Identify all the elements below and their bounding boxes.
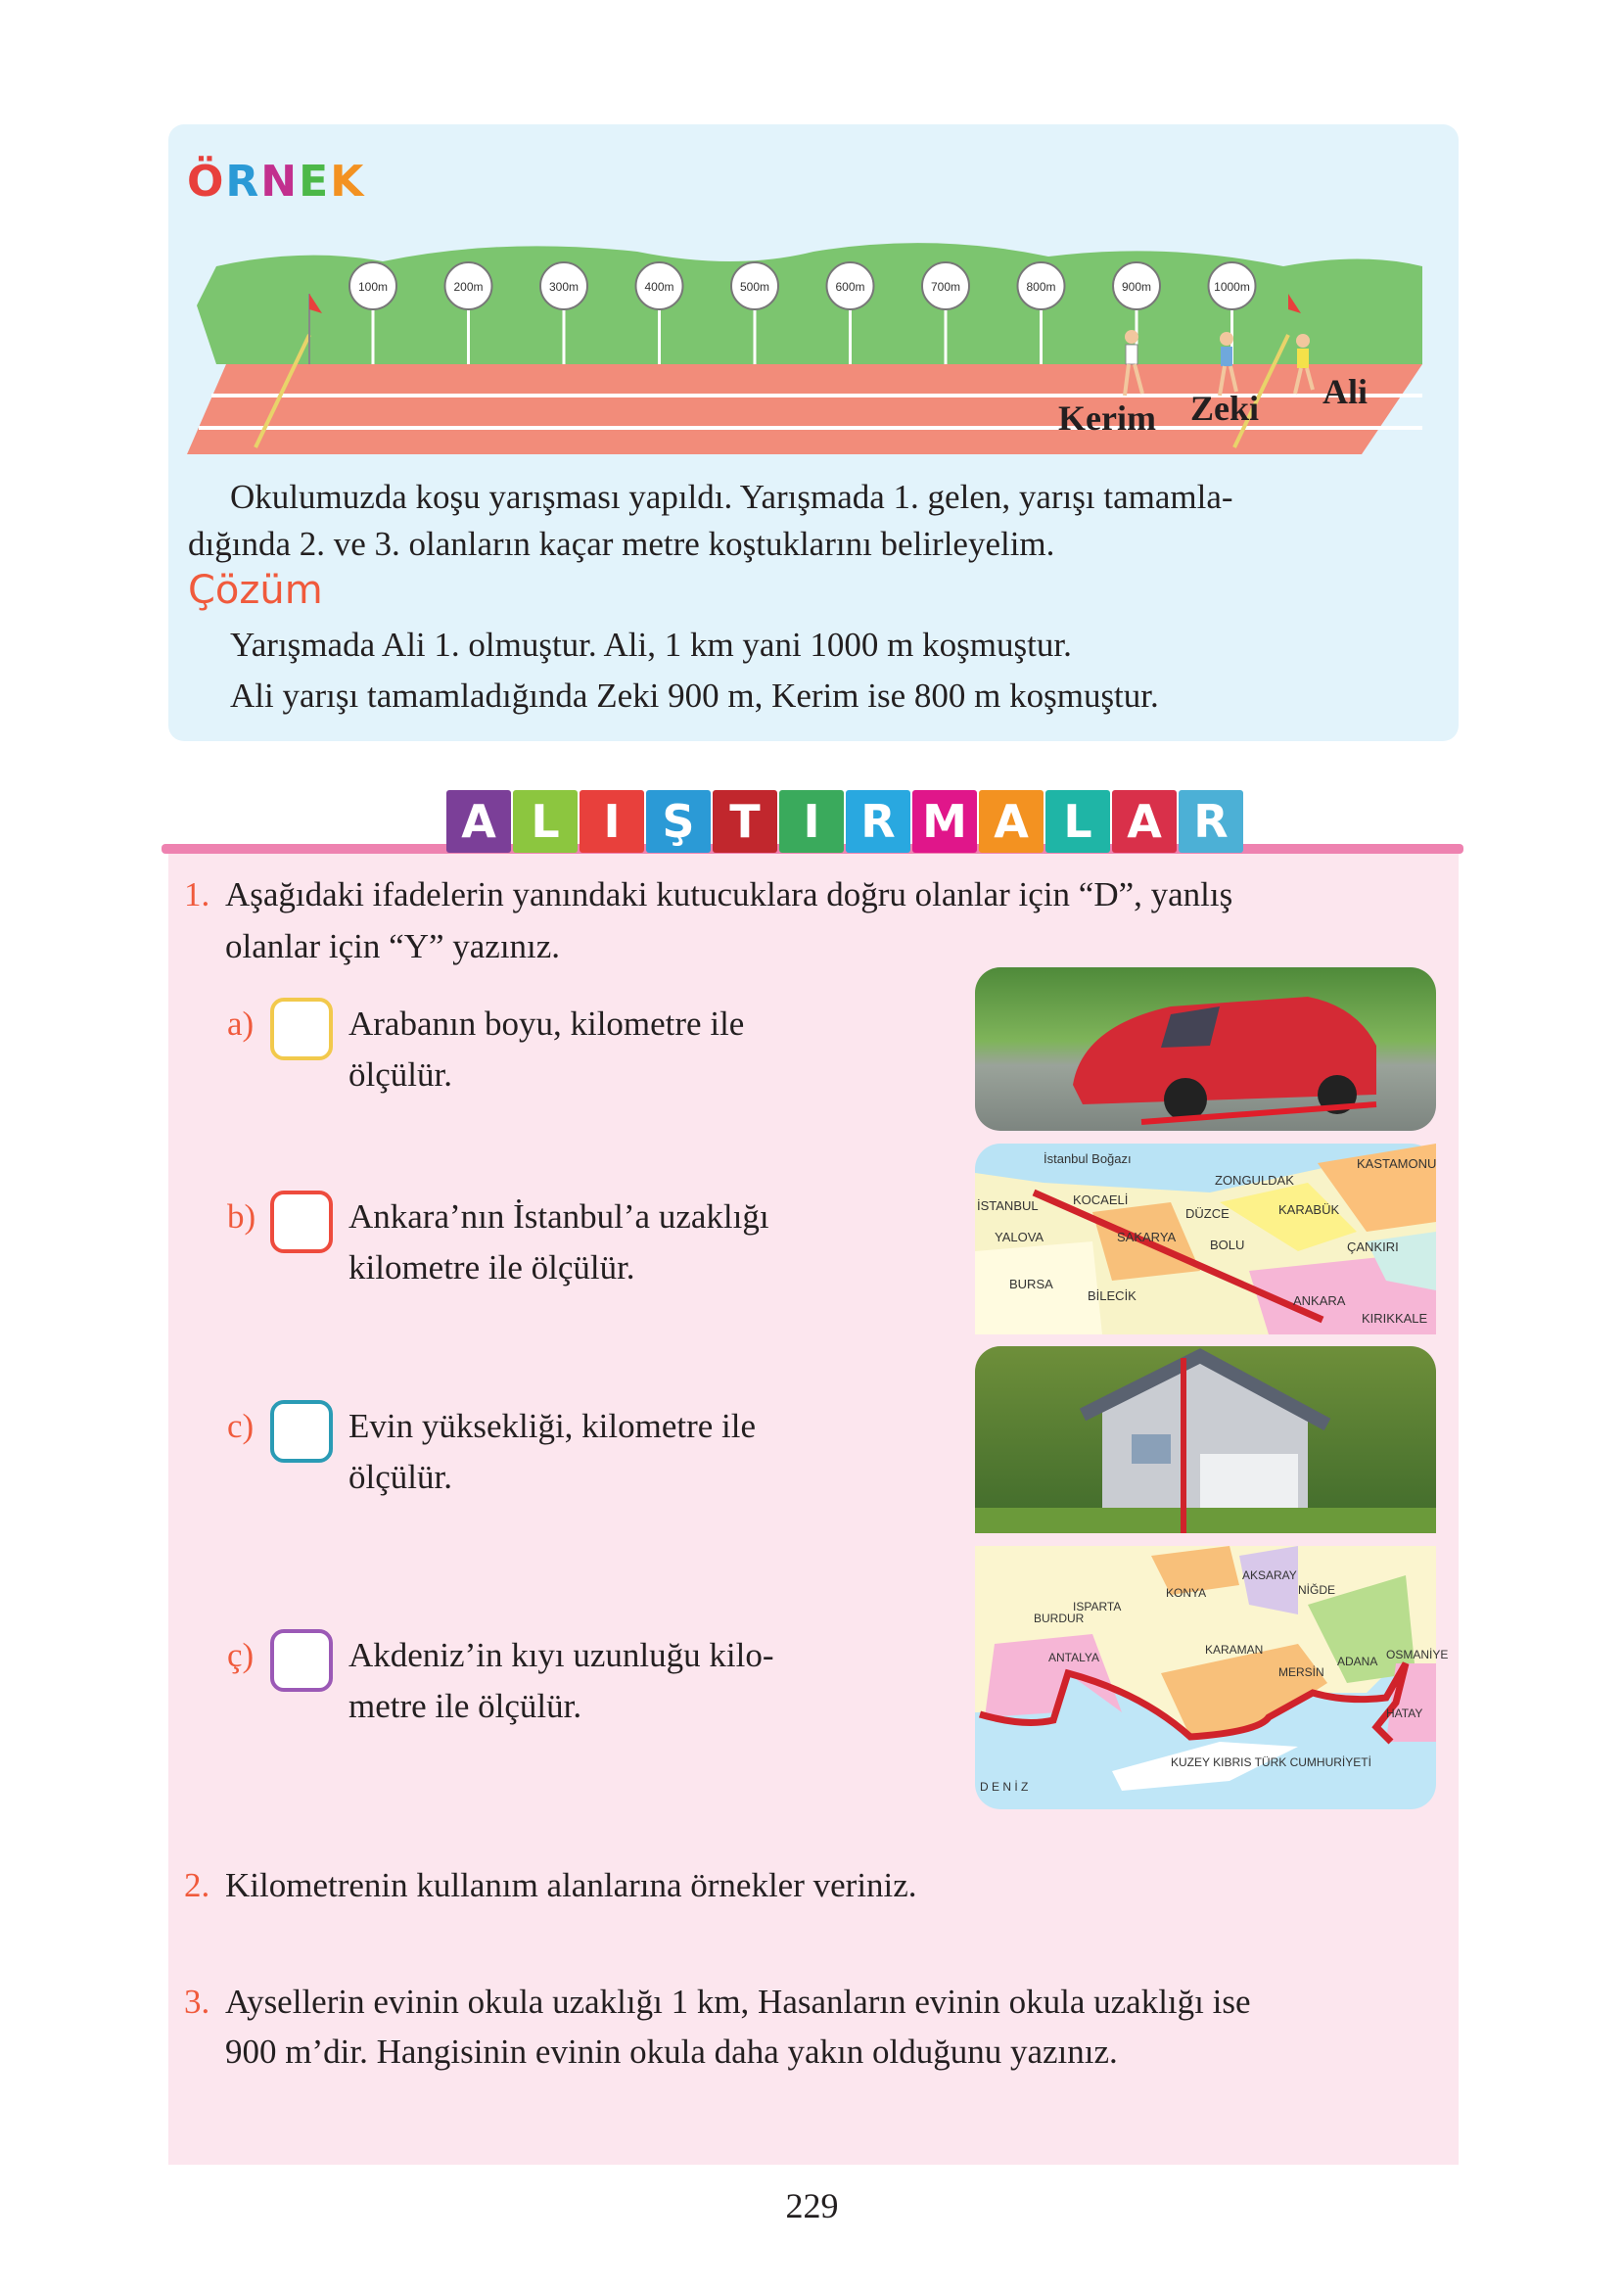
problem-line-2: dığında 2. ve 3. olanların kaçar metre koştuklarını belirleyelim. — [188, 525, 1055, 563]
item-line-2: ölçülür. — [348, 1458, 452, 1496]
runner-label-kerim: Kerim — [1058, 398, 1156, 438]
title-letter-tile: L — [1045, 790, 1110, 853]
title-letter-tile: A — [446, 790, 511, 853]
map-label: KARAMAN — [1205, 1643, 1264, 1657]
map-label: BİLECİK — [1088, 1288, 1137, 1303]
title-letter-tile: T — [713, 790, 777, 853]
q1-line-1: Aşağıdaki ifadelerin yanındaki kutucuklara doğru olanlar için “D”, yanlış — [225, 875, 1233, 913]
map-label: ANKARA — [1293, 1293, 1346, 1308]
map-label: KARABÜK — [1278, 1202, 1340, 1217]
answer-box[interactable] — [270, 998, 333, 1060]
car-photo — [975, 967, 1436, 1131]
title-letter-tile: R — [1179, 790, 1243, 853]
item-line-2: kilometre ile ölçülür. — [348, 1248, 635, 1286]
sign-label: 500m — [739, 280, 770, 294]
q3-number: 3. — [184, 1983, 210, 2021]
sign-label: 600m — [835, 280, 865, 294]
map-label: YALOVA — [995, 1230, 1044, 1244]
map-label: D E N İ Z — [980, 1780, 1029, 1794]
map-label: KIRIKKALE — [1362, 1311, 1428, 1326]
answer-box[interactable] — [270, 1400, 333, 1463]
map-label: BOLU — [1210, 1238, 1245, 1252]
example-heading: ÖRNEK — [187, 157, 366, 207]
item-line-1: Arabanın boyu, kilometre ile — [348, 1005, 745, 1043]
map-label: ZONGULDAK — [1215, 1173, 1294, 1188]
title-letter-tile: I — [779, 790, 844, 853]
map-label: BURSA — [1009, 1277, 1053, 1291]
page-number: 229 — [785, 2186, 839, 2225]
item-label: ç) — [227, 1636, 255, 1674]
sign-label: 100m — [357, 280, 389, 294]
map-label: KASTAMONU — [1357, 1156, 1437, 1171]
q3-line-1: Aysellerin evinin okula uzaklığı 1 km, Hasanların evinin okula uzaklığı ise — [225, 1983, 1251, 2021]
map-label: ISPARTA — [1073, 1600, 1122, 1613]
item-label: b) — [227, 1197, 256, 1236]
map-label: İSTANBUL — [977, 1198, 1039, 1213]
sign-label: 400m — [644, 280, 674, 294]
sign-label: 1000m — [1214, 280, 1250, 294]
sign-label: 700m — [930, 280, 961, 294]
map-label: MERSİN — [1278, 1665, 1324, 1679]
title-letter-tile: L — [513, 790, 578, 853]
map-label: ANTALYA — [1048, 1651, 1100, 1664]
runner-label-zeki: Zeki — [1190, 389, 1260, 428]
sign-label: 200m — [453, 280, 484, 294]
title-letter-tile: M — [912, 790, 977, 853]
q2-number: 2. — [184, 1866, 210, 1904]
title-letter-tile: R — [846, 790, 910, 853]
solution-heading: Çözüm — [188, 568, 323, 613]
map-label: AKSARAY — [1242, 1568, 1297, 1582]
answer-box[interactable] — [270, 1191, 333, 1253]
exercises-title — [446, 790, 1243, 853]
sign-label: 900m — [1121, 280, 1152, 294]
problem-line-1: Okulumuzda koşu yarışması yapıldı. Yarışmada 1. gelen, yarışı tamamla- — [230, 478, 1233, 516]
sign-label: 300m — [548, 280, 580, 294]
item-line-2: metre ile ölçülür. — [348, 1687, 582, 1725]
q3-line-2: 900 m’dir. Hangisinin evinin okula daha yakın olduğunu yazınız. — [225, 2033, 1118, 2071]
solution-line-1: Yarışmada Ali 1. olmuştur. Ali, 1 km yani 1000 m koşmuştur. — [230, 626, 1072, 664]
item-line-1: Ankara’nın İstanbul’a uzaklığı — [348, 1197, 769, 1236]
map-label: HATAY — [1386, 1707, 1423, 1720]
map-label: NİĞDE — [1298, 1583, 1336, 1597]
sign-label: 800m — [1026, 280, 1056, 294]
answer-box[interactable] — [270, 1629, 333, 1692]
map-label: DÜZCE — [1185, 1206, 1230, 1221]
house-photo — [975, 1346, 1436, 1533]
solution-line-2: Ali yarışı tamamladığında Zeki 900 m, Kerim ise 800 m koşmuştur. — [230, 677, 1159, 715]
title-letter-tile: I — [580, 790, 644, 853]
item-line-1: Evin yüksekliği, kilometre ile — [348, 1407, 757, 1445]
map-label: KUZEY KIBRIS TÜRK CUMHURİYETİ — [1171, 1755, 1371, 1769]
q2-text: Kilometrenin kullanım alanlarına örnekler veriniz. — [225, 1866, 917, 1904]
map-mediterranean — [975, 1546, 1449, 1809]
map-label: KONYA — [1166, 1586, 1207, 1600]
title-letter-tile: A — [1112, 790, 1177, 853]
map-label: KOCAELİ — [1073, 1192, 1129, 1207]
item-line-2: ölçülür. — [348, 1055, 452, 1094]
map-marmara — [975, 1144, 1436, 1334]
item-label: a) — [227, 1005, 255, 1043]
map-label: BURDUR — [1034, 1612, 1085, 1625]
item-line-1: Akdeniz’in kıyı uzunluğu kilo- — [348, 1636, 774, 1674]
map-label: ÇANKIRI — [1347, 1239, 1399, 1254]
map-label: İstanbul Boğazı — [1044, 1151, 1132, 1166]
runner-label-ali: Ali — [1322, 372, 1369, 411]
map-label: ADANA — [1337, 1655, 1378, 1668]
map-label: SAKARYA — [1117, 1230, 1177, 1244]
map-label: OSMANİYE — [1386, 1648, 1449, 1661]
q1-number: 1. — [184, 875, 210, 913]
title-letter-tile: Ş — [646, 790, 711, 853]
q1-line-2: olanlar için “Y” yazınız. — [225, 927, 561, 965]
title-letter-tile: A — [979, 790, 1044, 853]
race-track-illustration — [187, 227, 1432, 458]
item-label: c) — [227, 1407, 255, 1445]
